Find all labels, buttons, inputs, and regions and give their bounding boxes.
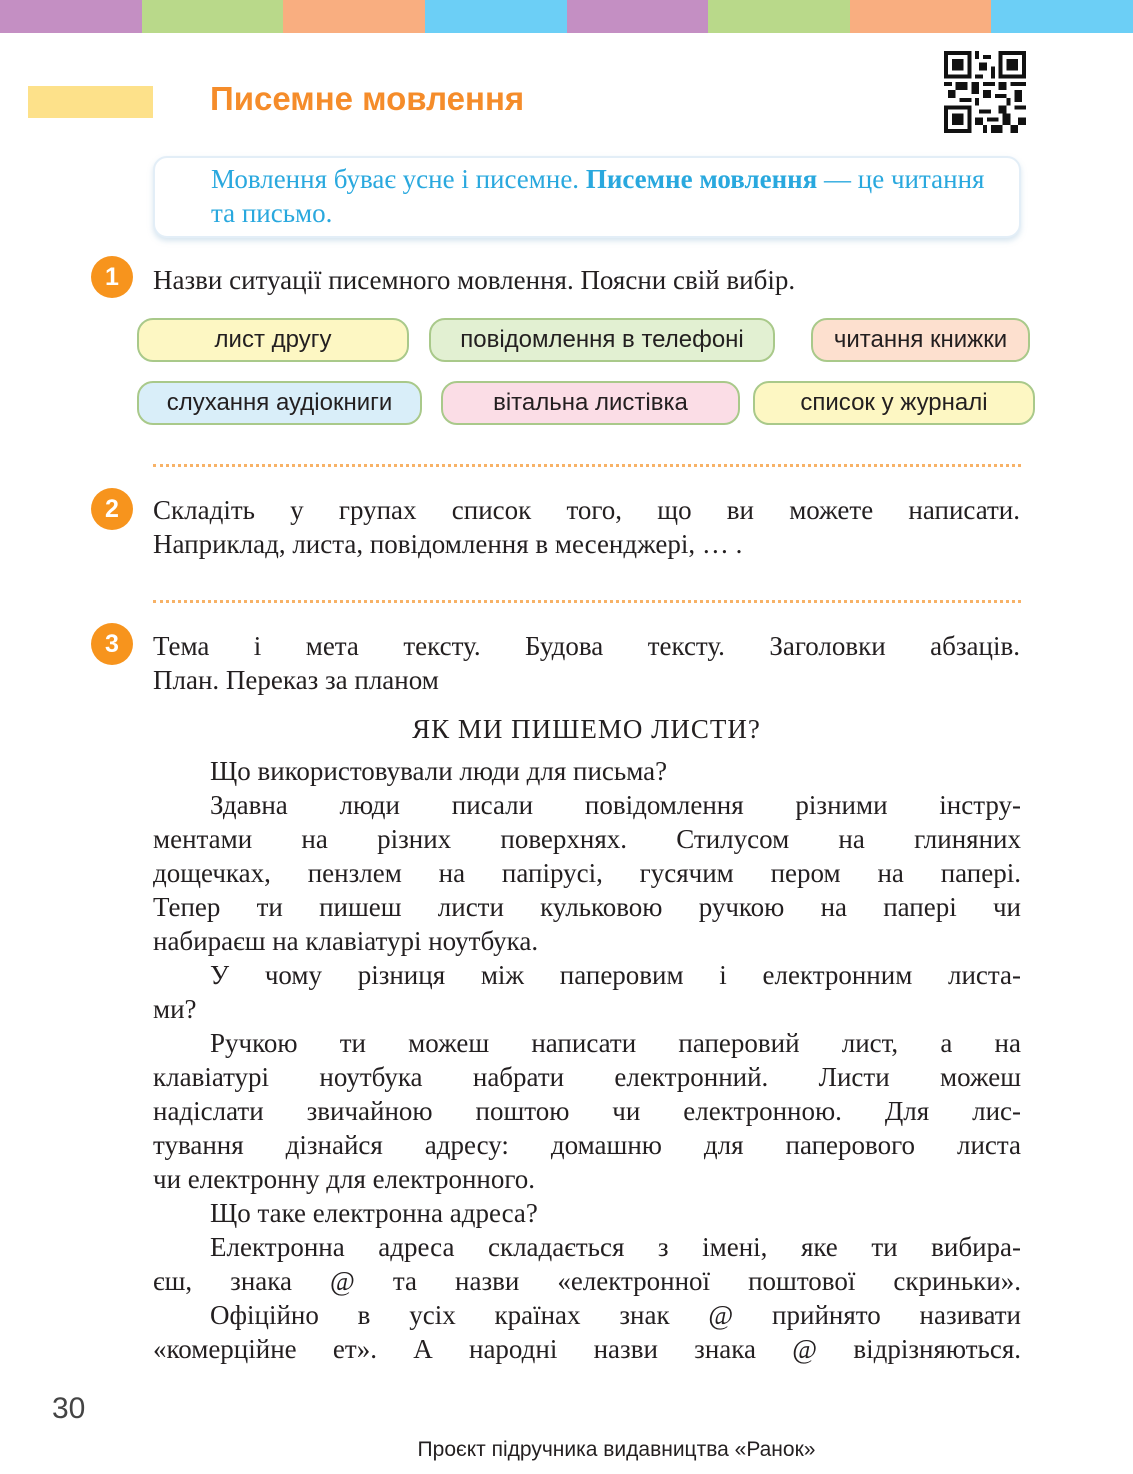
color-strip-segment <box>567 0 709 33</box>
chip-journal-list[interactable]: список у журналі <box>753 381 1035 425</box>
rule-text: Мовлення буває усне і писемне. <box>211 164 586 194</box>
top-color-strip <box>0 0 1133 33</box>
task-line: Назви ситуації писемного мовлення. Поясни свій вибір. <box>153 265 796 295</box>
story-line: Офіційно в усіх країнах знак @ прийнято називати <box>210 1300 1021 1330</box>
story-title: ЯК МИ ПИШЕМО ЛИСТИ? <box>412 714 761 744</box>
story-line: набираєш на клавіатурі ноутбука. <box>153 926 539 956</box>
page-title: Писемне мовлення <box>210 80 525 117</box>
story-text <box>153 754 1021 1366</box>
story-line: клавіатурі ноутбука набрати електронний. Листи можеш <box>153 1062 1021 1092</box>
story-line: тування дізнайся адресу: домашню для паперового листа <box>153 1130 1021 1160</box>
chip-phone-message[interactable]: повідомлення в телефоні <box>429 318 775 362</box>
qr-code-icon[interactable] <box>944 51 1026 133</box>
title-accent-bar <box>28 86 153 118</box>
story-line: ми? <box>153 994 197 1024</box>
color-strip-segment <box>708 0 850 33</box>
story-line: ментами на різних поверхнях. Стилусом на глиняних <box>153 824 1021 854</box>
page-number: 30 <box>52 1392 86 1425</box>
task-number-3: 3 <box>91 623 133 665</box>
story-line: «комерційне ет». А народні назви знака @ відрізняються. <box>153 1334 1021 1364</box>
story-line: чи електронну для електронного. <box>153 1164 536 1194</box>
chip-reading-book[interactable]: читання книжки <box>811 318 1030 362</box>
color-strip-segment <box>850 0 992 33</box>
task-line: План. Переказ за планом <box>153 665 439 695</box>
color-strip-segment <box>0 0 142 33</box>
chip-greeting-card[interactable]: вітальна листівка <box>441 381 740 425</box>
color-strip-segment <box>425 0 567 33</box>
rule-text: — це читання та письмо. <box>211 164 985 228</box>
task-line: Наприклад, листа, повідомлення в месенджері, … . <box>153 529 743 559</box>
task-3-text <box>153 629 1020 697</box>
story-line: Що таке електронна адреса? <box>210 1198 538 1228</box>
rule-term: Писемне мовлення <box>585 164 818 194</box>
task-line: Тема і мета тексту. Будова тексту. Заголовки абзаців. <box>153 631 1020 661</box>
story-line: Електронна адреса складається з імені, яке ти вибира- <box>210 1232 1021 1262</box>
story-line: дощечках, пензлем на папірусі, гусячим пером на папері. <box>153 858 1021 888</box>
story-line: надіслати звичайною поштою чи електронною. Для лис- <box>153 1096 1021 1126</box>
chip-audiobook[interactable]: слухання аудіокниги <box>137 381 422 425</box>
footer-note: Проєкт підручника видавництва «Ранок» <box>417 1438 816 1461</box>
task-line: Складіть у групах список того, що ви можете написати. <box>153 495 1020 525</box>
story-line: єш, знака @ та назви «електронної поштової скриньки». <box>153 1266 1021 1296</box>
story-line: У чому різниця між паперовим і електронним листа- <box>210 960 1021 990</box>
color-strip-segment <box>991 0 1133 33</box>
story-line: Ручкою ти можеш написати паперовий лист, а на <box>210 1028 1021 1058</box>
task-number-1: 1 <box>91 256 133 298</box>
rule-box <box>153 156 1021 238</box>
chip-letter-to-friend[interactable]: лист другу <box>137 318 409 362</box>
dotted-separator <box>153 600 1021 603</box>
story-line: Що використовували люди для письма? <box>210 756 668 786</box>
dotted-separator <box>153 464 1021 467</box>
task-1-text <box>153 263 1020 297</box>
task-number-2: 2 <box>91 488 133 530</box>
color-strip-segment <box>142 0 284 33</box>
task-2-text <box>153 493 1020 561</box>
color-strip-segment <box>283 0 425 33</box>
story-line: Здавна люди писали повідомлення різними інстру- <box>210 790 1021 820</box>
story-line: Тепер ти пишеш листи кульковою ручкою на папері чи <box>153 892 1021 922</box>
